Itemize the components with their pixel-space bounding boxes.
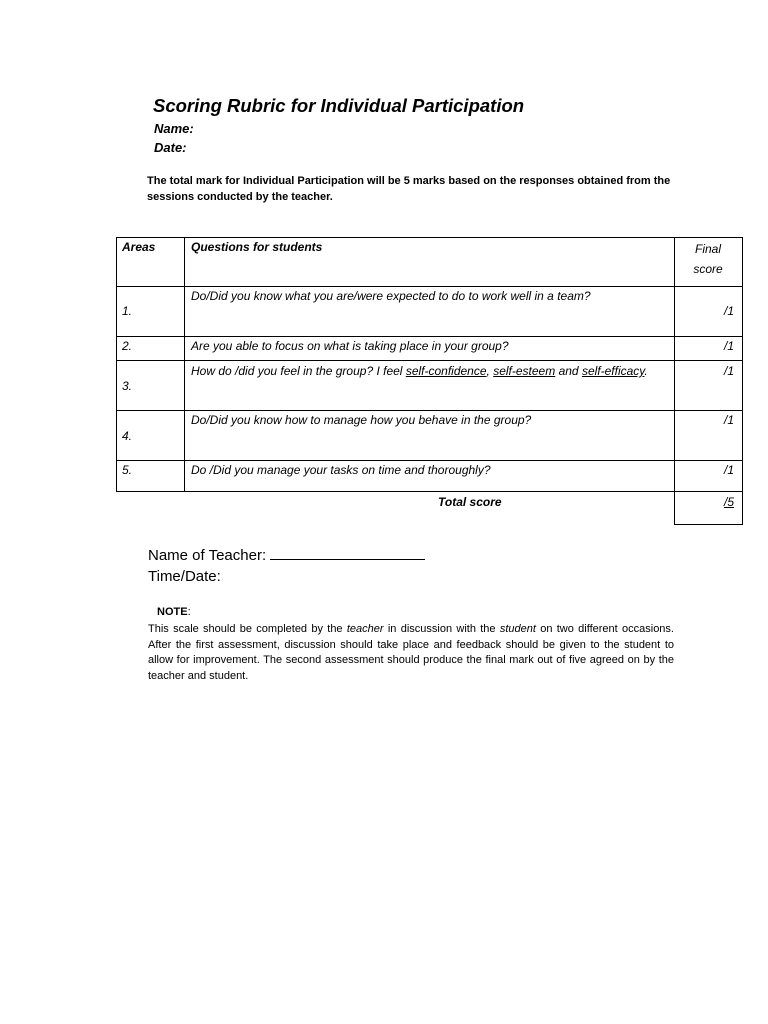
note-emphasis: student	[499, 623, 536, 635]
document-title: Scoring Rubric for Individual Participation	[153, 95, 525, 116]
self-efficacy-link[interactable]: self-efficacy	[581, 364, 645, 378]
note-emphasis: teacher	[346, 623, 384, 635]
note-paragraph	[148, 622, 674, 684]
name-label: Name:	[154, 121, 194, 136]
note-label: NOTE	[157, 606, 188, 618]
row-question: Are you able to focus on what is taking place in your group?	[191, 339, 509, 353]
row-question: Do/Did you know what you are/were expected to do to work well in a team?	[191, 289, 591, 303]
row-score[interactable]: /1	[723, 463, 734, 477]
table-border-right	[742, 237, 743, 525]
table-col-divider	[184, 237, 185, 492]
total-score-value[interactable]: /5	[723, 495, 734, 509]
table-rule	[116, 491, 743, 492]
table-border-left	[116, 237, 117, 492]
header-score-line: score	[693, 262, 723, 276]
note-text: in discussion with the	[383, 623, 500, 635]
note-text: on two different occasions. After the first assessment, discussion should take place and feedback should be given to the student to allow for improvement. The second assessment should produce the final mark out of five agreed on by the teacher and student.	[148, 623, 674, 682]
total-score-label: Total score	[438, 495, 502, 509]
row-question: Do/Did you know how to manage how you behave in the group?	[191, 413, 532, 427]
row-area: 3.	[122, 379, 133, 393]
date-label: Date:	[154, 140, 187, 155]
question-text: How do /did you feel in the group? I feel	[191, 364, 406, 378]
note-text: This scale should be completed by the	[148, 623, 347, 635]
row-area: 5.	[122, 463, 133, 477]
question-text: .	[644, 364, 648, 378]
header-areas: Areas	[122, 240, 156, 254]
table-rule	[116, 360, 743, 361]
self-confidence-link[interactable]: self-confidence	[405, 364, 487, 378]
note-heading	[157, 606, 191, 618]
row-area: 1.	[122, 304, 133, 318]
row-area: 2.	[122, 339, 133, 353]
row-score[interactable]: /1	[723, 413, 734, 427]
row-area: 4.	[122, 429, 133, 443]
header-final-line: Final	[694, 242, 721, 256]
table-rule	[116, 410, 743, 411]
header-questions: Questions for students	[191, 240, 323, 254]
table-rule	[116, 336, 743, 337]
time-date-label: Time/Date:	[148, 568, 221, 585]
teacher-name-blank[interactable]	[270, 545, 425, 560]
row-score[interactable]: /1	[723, 339, 734, 353]
intro-paragraph: The total mark for Individual Participation will be 5 marks based on the responses obtained from the sessions conducted by the teacher.	[147, 175, 671, 203]
teacher-name-field	[148, 545, 425, 564]
row-question: Do /Did you manage your tasks on time and thoroughly?	[191, 463, 491, 477]
row-score[interactable]: /1	[723, 304, 734, 318]
table-col-divider	[674, 237, 675, 525]
question-text: and	[555, 364, 582, 378]
table-rule	[116, 286, 743, 287]
note-colon: :	[187, 606, 191, 618]
self-esteem-link[interactable]: self-esteem	[493, 364, 556, 378]
table-rule	[116, 460, 743, 461]
total-box-bottom	[674, 524, 743, 525]
row-score[interactable]: /1	[723, 364, 734, 378]
table-border-top	[116, 237, 743, 238]
row-question	[191, 363, 666, 379]
question-text: ,	[486, 364, 494, 378]
teacher-name-label: Name of Teacher:	[148, 547, 267, 564]
header-final-score	[676, 239, 740, 279]
